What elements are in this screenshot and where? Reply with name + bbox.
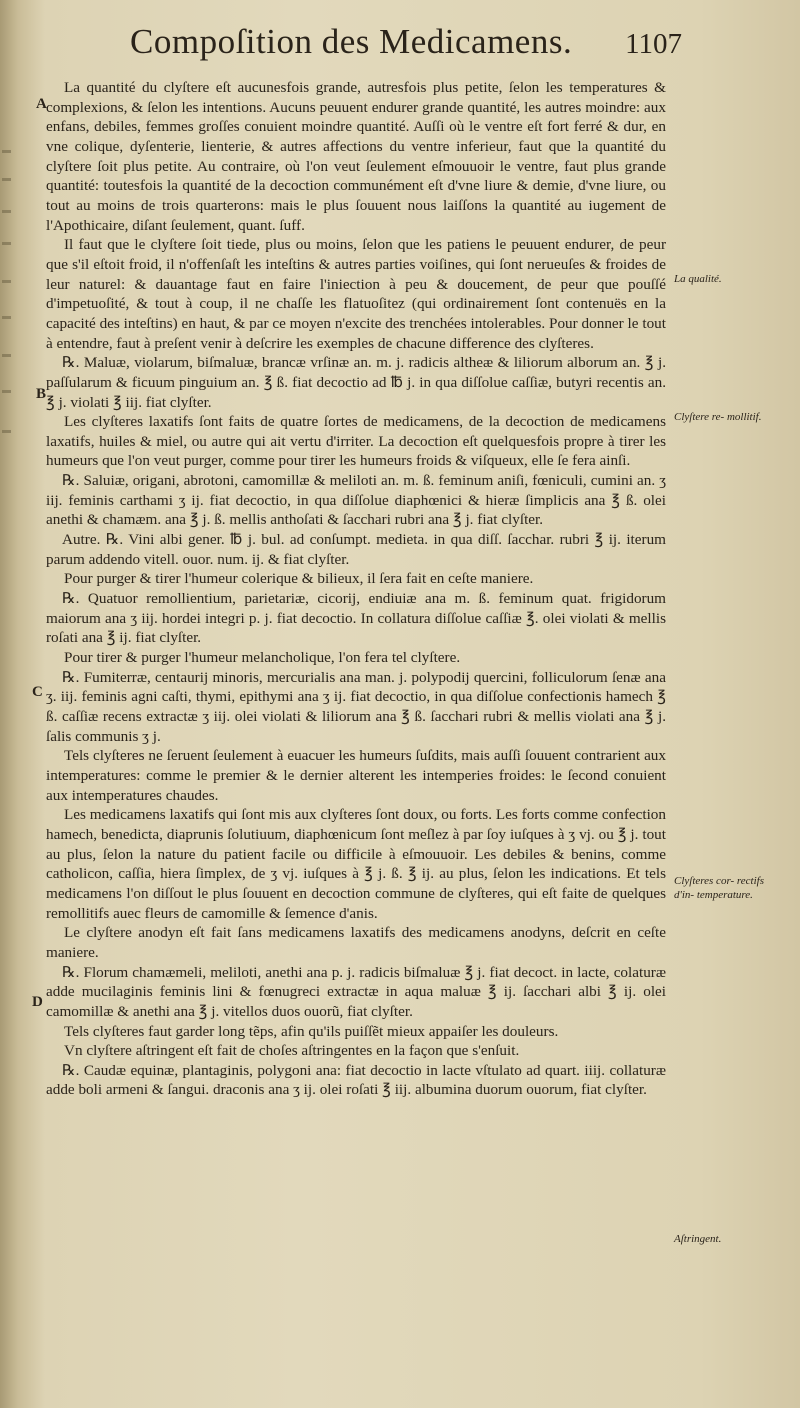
margin-note-clystere-remollitif: Clyſtere re- mollitif. bbox=[674, 411, 762, 423]
recipe-paragraph: Autre. ℞. Vini albi gener. ℔ j. bul. ad conſumpt. medieta. in qua diſſ. ſacchar. rubri ℥ ij. iterum parum addendo vitell. ouor. num. ij. & fiat clyſter. bbox=[46, 531, 666, 568]
paragraph: Les clyſteres laxatifs ſont faits de quatre ſortes de medicamens, de la decoction de medicamens laxatifs, huiles & miel, ou autre qui ait vertu d'irriter. La decoction eſt quelquesfois propre à tirer les humeurs que l'on veut purger, comme pour tirer les humeurs froids & viſqueux, elle ſe fera ainſi. bbox=[46, 413, 666, 470]
section-letter-b: B bbox=[36, 386, 47, 402]
recipe-paragraph: ℞. Saluiæ, origani, abrotoni, camomillæ & meliloti an. m. ß. feminum aniſi, fœniculi, cumini an. ʒ iij. feminis carthami ʒ ij. fiat decoctio, in qua diſſolue diaphœnici & hieræ ſimplicis ana ℥ ß. olei anethi & chamæm. ana ℥ j. ß. mellis anthoſati & ſacchari rubri ana ℥ j. fiat clyſter. bbox=[46, 472, 666, 529]
paragraph: Il faut que le clyſtere ſoit tiede, plus ou moins, ſelon que les patiens le peuuent endurer, de peur que s'il eſtoit froid, il n'offenſaſt les inteſtins & autres parties voiſines, qui ſont nerueuſes & froides de leur naturel: & dauantage faut en faire l'iniection à peu & doucement, de peur que pouſſé d'impetuoſité, & tout à coup, il ne chaſſe les flatuoſitez (qui ordinairement ſont contenuës en la capacité des inteſtins) en haut, & par ce moyen n'excite des trenchées intolerables. Pour donner le tout à entendre, faut à preſent venir à deſcrire les exemples de chacune difference des clyſteres. bbox=[46, 236, 666, 352]
recipe-paragraph: ℞. Quatuor remollientium, parietariæ, cicorij, endiuiæ ana m. ß. feminum quat. frigidorum maiorum ana ʒ iij. hordei integri p. j. fiat decoctio. In collatura diſſolue caſſiæ ℥. olei violati & mellis roſati ana ℥ ij. fiat clyſter. bbox=[46, 590, 666, 647]
recipe-paragraph: ℞. Florum chamæmeli, meliloti, anethi ana p. j. radicis biſmaluæ ℥ j. fiat decoct. in lacte, colaturæ adde mucilaginis feminis lini & fœnugreci extractæ in aqua maluæ ℥ ij. ſacchari albi ℥ ij. olei camomillæ & anethi ana ℥ j. vitellos duos ouorũ, fiat clyſter. bbox=[46, 963, 666, 1020]
paragraph: La quantité du clyſtere eſt aucunesfois grande, autresfois plus petite, ſelon les temperatures & complexions, & ſelon les intentions. Aucuns peuuent endurer grande quantité, les autres moindre: aux enfans, debiles, femmes groſſes conuient moindre quantité. Auſſi où le ventre eſt fort ferré & dur, en vne colique, dyſenterie, lienterie, & autres affections du ventre inferieur, faut que la quantité du clyſtere ſoit plus petite. Au contraire, où l'on veut ſeulement eſmouuoir le ventre, faut plus grande quantité: toutesfois la quantité de la decoction communément eſt d'vne liure & demie, d'vne liure, ou tout au moins de trois quarterons: mais le plus ſouuent nous laiſſons la quantité au iugement de l'Apothicaire, diſant ſeulement, quant. ſuff. bbox=[46, 79, 666, 234]
margin-note-clysteres-correctifs: Clyſteres cor- rectifs d'in- temperature. bbox=[674, 875, 764, 901]
gutter-binding-marks bbox=[0, 140, 14, 470]
margin-note-astringent: Aſtringent. bbox=[674, 1233, 722, 1245]
paragraph: Le clyſtere anodyn eſt fait ſans medicamens laxatifs des medicamens anodyns, deſcrit en ceſte maniere. bbox=[46, 924, 666, 961]
paragraph: Pour tirer & purger l'humeur melancholique, l'on fera tel clyſtere. bbox=[64, 649, 461, 667]
paragraph: Pour purger & tirer l'humeur colerique & bilieux, il ſera fait en ceſte maniere. bbox=[64, 570, 534, 588]
section-letter-c: C bbox=[32, 684, 43, 700]
main-text bbox=[46, 78, 666, 1100]
page-number: 1107 bbox=[625, 28, 682, 60]
section-letter-a: A bbox=[36, 96, 47, 112]
recipe-paragraph: ℞. Fumiterræ, centaurij minoris, mercurialis ana man. j. polypodij quercini, folliculorum ſenæ ana ʒ. iij. feminis agni caſti, thymi, epithymi ana ʒ ij. fiat decoctio, in qua diſſolue confectionis hamech ℥ ß. caſſiæ recens extractæ ʒ iij. olei violati & liliorum ana ℥ ß. ſacchari rubri & mellis violati ana ℥ j. ſalis communis ʒ j. bbox=[46, 668, 666, 745]
recipe-paragraph: ℞. Caudæ equinæ, plantaginis, polygoni ana: fiat decoctio in lacte vſtulato ad quart. iiij. collaturæ adde boli armeni & ſangui. draconis ana ʒ ij. olei roſati ℥ iij. albumina duorum ouorum, fiat clyſter. bbox=[46, 1061, 666, 1099]
margin-note-qualite: La qualité. bbox=[674, 273, 722, 285]
paragraph: Tels clyſteres ne ſeruent ſeulement à euacuer les humeurs ſuſdits, mais auſſi ſouuent contrarient aux intemperatures: comme le premier & le dernier alterent les intemperies froides: le ſecond conuient aux intemperatures chaudes. bbox=[46, 747, 666, 804]
paragraph: Tels clyſteres faut garder long tẽps, afin qu'ils puiſſẽt mieux appaiſer les douleurs. bbox=[64, 1022, 559, 1040]
recipe-paragraph: ℞. Maluæ, violarum, biſmaluæ, brancæ vrſinæ an. m. j. radicis altheæ & liliorum alborum an. ℥ j. paſſularum & ficuum pinguium an. ℥ ß. fiat decoctio ad ℔ j. in qua diſſolue caſſiæ, butyri recentis an. ℥ j. violati ℥ iij. fiat clyſter. bbox=[46, 354, 666, 411]
paragraph: Les medicamens laxatifs qui ſont mis aux clyſteres ſont doux, ou forts. Les forts comme confection hamech, benedicta, diaprunis ſolutiuum, diaphœnicum ſont meſlez à par ſoy iuſques à ʒ vj. ou ℥ j. tout au plus, ſelon la nature du patient facile ou difficile à eſmouuoir. Les debiles & benins, comme catholicon, caſſia, hiera ſimplex, de ʒ vj. iuſques à ℥ j. ß. ℥ ij. au plus, ſelon les indications. Et tels medicamens l'on diſſout le plus ſouuent en decoction commune de clyſteres, qui eſt faite de quelques remollitifs auec fleurs de camomille & ſemence d'anis. bbox=[46, 806, 666, 922]
section-letter-d: D bbox=[32, 994, 43, 1010]
running-header bbox=[130, 22, 690, 70]
paragraph: Vn clyſtere aſtringent eſt fait de choſes aſtringentes en la façon que s'enſuit. bbox=[64, 1042, 520, 1060]
page-title: Compoſition des Medicamens. bbox=[130, 22, 573, 61]
